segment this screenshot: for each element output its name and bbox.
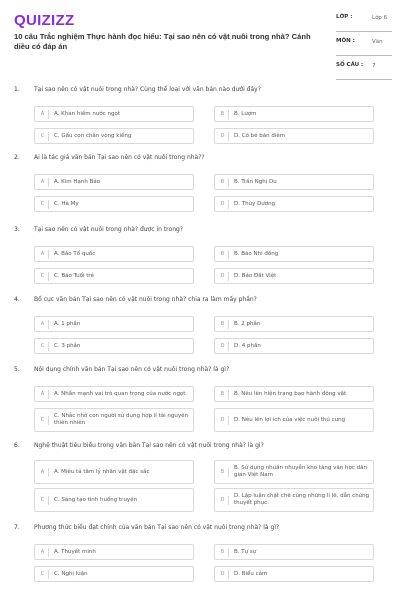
option-c[interactable]	[34, 408, 194, 432]
option-b[interactable]	[214, 460, 374, 484]
option-letter: A	[37, 390, 49, 399]
option-d[interactable]	[214, 196, 374, 212]
option-letter: D	[217, 570, 229, 579]
option-letter: A	[37, 468, 49, 477]
worksheet-title: 10 câu Trắc nghiệm Thực hành đọc hiểu: Tại sao nên có vật nuôi trong nhà? Cánh diều có đáp án	[14, 32, 311, 51]
question-number: 1.	[14, 86, 20, 93]
option-letter: B	[217, 250, 229, 259]
option-a[interactable]	[34, 386, 194, 402]
divider	[336, 31, 392, 32]
option-letter: B	[217, 178, 229, 187]
option-text: A. Báo Tổ quốc	[54, 250, 96, 257]
option-d[interactable]	[214, 488, 374, 512]
divider	[336, 55, 392, 56]
option-letter: D	[217, 342, 229, 351]
question-number: 6.	[14, 442, 20, 449]
option-b[interactable]	[214, 174, 374, 190]
question-text: Tại sao nên có vật nuôi trong nhà? được in trong?	[34, 226, 183, 233]
option-text: D. Thùy Dương	[234, 200, 276, 207]
meta-value-grade: Lớp 6	[372, 15, 388, 21]
option-letter: A	[37, 250, 49, 259]
option-text: A. Khan hiếm nước ngọt	[54, 110, 120, 117]
option-letter: A	[37, 320, 49, 329]
meta-label-subject: MÔN :	[336, 38, 355, 44]
option-text: C. Gấu con chân vòng kiềng	[54, 132, 132, 139]
option-letter: D	[217, 416, 229, 425]
question-number: 4.	[14, 296, 20, 303]
option-letter: B	[217, 548, 229, 557]
option-letter: B	[217, 320, 229, 329]
option-text: D. Biểu cảm	[234, 570, 268, 577]
option-letter: A	[37, 178, 49, 187]
option-text: C. Hà My	[54, 200, 79, 207]
option-a[interactable]	[34, 246, 194, 262]
option-letter: D	[217, 496, 229, 505]
option-text: D. Lập luận chặt chẽ cùng những lí lẽ, dẫn chứng thuyết phục.	[234, 493, 370, 506]
option-text: B. 2 phần	[234, 320, 261, 327]
option-d[interactable]	[214, 268, 374, 284]
option-letter: D	[217, 132, 229, 141]
question-text: Nghệ thuật tiêu biểu trong văn bản Tại sao nên có vật nuôi trong nhà? là gì?	[34, 442, 264, 449]
option-letter: B	[217, 468, 229, 477]
question-number: 3.	[14, 226, 20, 233]
option-letter: A	[37, 110, 49, 119]
option-c[interactable]	[34, 196, 194, 212]
question-text: Nội dung chính văn bản Tại sao nên có vật nuôi trong nhà? là gì?	[34, 366, 230, 373]
divider	[336, 79, 392, 80]
option-text: B. Nêu lên hiện trạng bạo hành động vật	[234, 390, 347, 397]
option-text: B. Sử dụng nhuần nhuyễn kho tàng văn học dân gian Việt Nam	[234, 465, 367, 478]
question-text: Bố cục văn bản Tại sao nên có vật nuôi trong nhà? chia ra làm mấy phần?	[34, 296, 257, 303]
option-text: C. Nghị luận	[54, 570, 88, 577]
meta-value-count: 7	[372, 63, 376, 69]
option-letter: C	[37, 416, 49, 425]
option-a[interactable]	[34, 316, 194, 332]
option-letter: B	[217, 110, 229, 119]
meta-row-count	[336, 60, 392, 84]
option-text: A. Nhấn mạnh vai trò quan trọng của nước ngọt	[54, 390, 186, 397]
option-text: D. Nêu lên lợi ích của việc nuôi thú cưng	[234, 416, 346, 423]
question-text: Phương thức biểu đạt chính của văn bản Tại sao nên có vật nuôi trong nhà? là gì?	[34, 524, 280, 531]
question-number: 5.	[14, 366, 20, 373]
option-letter: D	[217, 200, 229, 209]
option-d[interactable]	[214, 338, 374, 354]
option-a[interactable]	[34, 106, 194, 122]
option-c[interactable]	[34, 566, 194, 582]
option-text: D. 4 phần	[234, 342, 261, 349]
meta-row-subject	[336, 36, 392, 60]
question-number: 2.	[14, 154, 20, 161]
option-text: D. Cô bé bán diêm	[234, 132, 286, 139]
option-text: C. Báo Tuổi trẻ	[54, 272, 95, 279]
option-a[interactable]	[34, 174, 194, 190]
question-number: 7.	[14, 524, 20, 531]
meta-label-grade: LỚP :	[336, 14, 353, 20]
option-b[interactable]	[214, 386, 374, 402]
option-text: A. 1 phần	[54, 320, 81, 327]
option-text: C. 3 phần	[54, 342, 81, 349]
option-text: B. Lượm	[234, 110, 257, 117]
option-text: B. Tự sự	[234, 548, 257, 555]
option-text: C. Sáng tạo tình huống truyện	[54, 496, 138, 503]
option-text: B. Trần Nghị Du	[234, 178, 277, 185]
meta-value-subject: Văn	[372, 39, 383, 45]
option-letter: D	[217, 272, 229, 281]
option-letter: C	[37, 496, 49, 505]
option-text: A. Thuyết minh	[54, 548, 96, 555]
option-c[interactable]	[34, 488, 194, 512]
option-d[interactable]	[214, 128, 374, 144]
option-letter: A	[37, 548, 49, 557]
option-text: B. Báo Nhi đồng	[234, 250, 279, 257]
question-text: Ai là tác giả văn bản Tại sao nên có vật nuôi trong nhà??	[34, 154, 205, 161]
option-text: A. Kim Hạnh Bảo	[54, 178, 101, 185]
option-text: A. Miêu tả tâm lý nhân vật đặc sắc	[54, 468, 150, 475]
option-letter: C	[37, 570, 49, 579]
option-letter: C	[37, 342, 49, 351]
option-letter: B	[217, 390, 229, 399]
worksheet-meta	[336, 12, 392, 84]
quizizz-logo: QUIZIZZ	[14, 12, 75, 29]
option-c[interactable]	[34, 128, 194, 144]
option-c[interactable]	[34, 338, 194, 354]
option-letter: C	[37, 132, 49, 141]
option-d[interactable]	[214, 566, 374, 582]
question-text: Tại sao nên có vật nuôi trong nhà? Cùng thể loại với văn bản nào dưới đây?	[34, 86, 261, 93]
option-letter: C	[37, 200, 49, 209]
option-d[interactable]	[214, 408, 374, 432]
option-b[interactable]	[214, 544, 374, 560]
option-a[interactable]	[34, 460, 194, 484]
option-b[interactable]	[214, 316, 374, 332]
option-letter: C	[37, 272, 49, 281]
meta-label-count: SỐ CÂU :	[336, 62, 364, 68]
option-b[interactable]	[214, 106, 374, 122]
option-text: D. Báo Đất Việt	[234, 272, 277, 279]
option-text: C. Nhắc nhở con người sử dụng hợp lí tài nguyên thiên nhiên	[54, 413, 188, 426]
meta-row-grade	[336, 12, 392, 36]
worksheet-header	[0, 0, 400, 80]
option-a[interactable]	[34, 544, 194, 560]
option-c[interactable]	[34, 268, 194, 284]
option-b[interactable]	[214, 246, 374, 262]
